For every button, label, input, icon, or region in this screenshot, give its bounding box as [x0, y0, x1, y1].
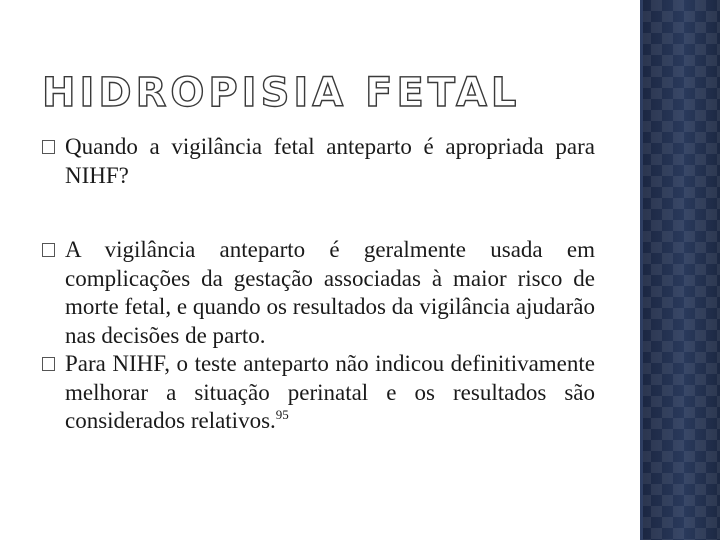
side-band-edge	[640, 0, 643, 540]
square-bullet-icon	[42, 140, 55, 154]
bullet-text: Quando a vigilância fetal anteparto é apropriada para NIHF?	[65, 134, 595, 188]
square-bullet-icon	[42, 243, 55, 257]
reference-superscript: 95	[275, 407, 289, 422]
bullet-text: Para NIHF, o teste anteparto não indicou definitivamente melhorar a situação perinatal e os resultados são considerados relativos.	[65, 351, 595, 433]
bullet-item-surveillance	[42, 236, 595, 350]
bullet-item-nihf	[42, 350, 595, 436]
bullet-item-question	[42, 133, 595, 190]
bullet-list	[42, 133, 595, 436]
square-bullet-icon	[42, 357, 55, 371]
decorative-side-band	[640, 0, 720, 540]
bullet-text: A vigilância anteparto é geralmente usada em complicações da gestação associadas à maior risco de morte fetal, e quando os resultados da vigilância ajudarão nas decisões de parto.	[65, 237, 595, 348]
slide-title: HIDROPISIA FETAL	[42, 70, 521, 116]
